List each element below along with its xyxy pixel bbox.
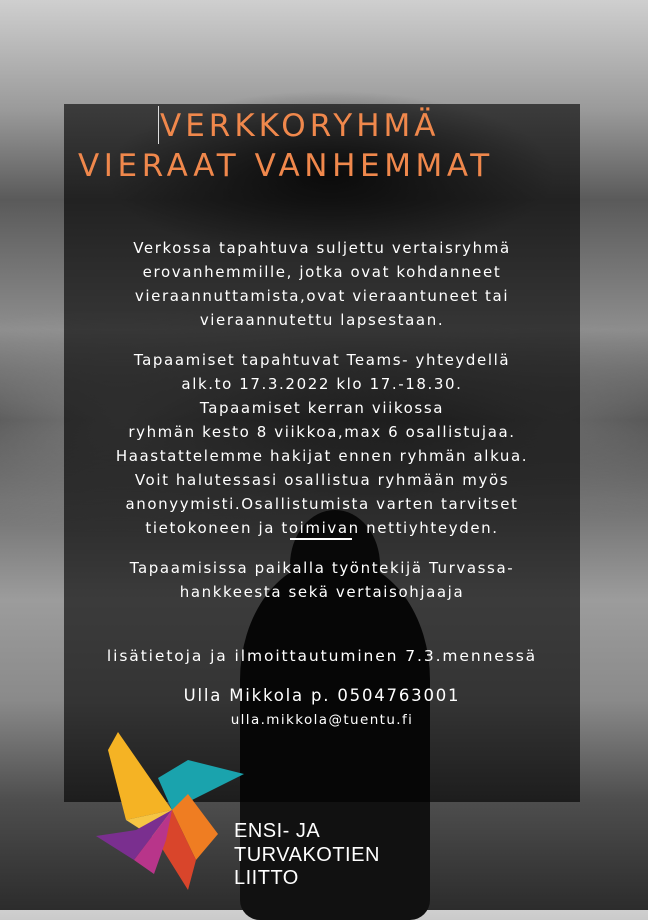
details-paragraph [64, 348, 580, 540]
details-line: Tapaamiset kerran viikossa [199, 399, 445, 417]
details-line: tietokoneen ja toimivan nettiyhteyden. [145, 519, 499, 537]
details-line: alk.to 17.3.2022 klo 17.-18.30. [181, 375, 463, 393]
contact-email[interactable]: ulla.mikkola@tuentu.fi [230, 712, 414, 728]
section-divider [290, 538, 352, 540]
registration-info: lisätietoja ja ilmoittautuminen 7.3.mennessä [106, 647, 538, 665]
text-cursor [158, 106, 159, 144]
contact-person-phone: Ulla Mikkola p. 0504763001 [183, 686, 461, 705]
intro-line: vieraannuttamista,ovat vieraantuneet tai [134, 287, 510, 305]
title-line-2: VIERAAT VANHEMMAT [78, 148, 494, 184]
details-line: Haastattelemme hakijat ennen ryhmän alkua. [115, 447, 529, 465]
intro-line: vieraannutettu lapsestaan. [199, 311, 445, 329]
intro-line: Verkossa tapahtuva suljettu vertaisryhmä [133, 239, 511, 257]
logo-text-line: TURVAKOTIEN [234, 843, 380, 866]
intro-line: erovanhemmille, jotka ovat kohdanneet [142, 263, 502, 281]
details-line: ryhmän kesto 8 viikkoa,max 6 osallistujaa. [128, 423, 516, 441]
pinwheel-teal-blade [158, 760, 244, 810]
staff-paragraph [64, 556, 580, 604]
logo-text-line: LIITTO [234, 867, 299, 889]
intro-paragraph [64, 236, 580, 332]
details-line: Voit halutessasi osallistua ryhmään myös [134, 471, 510, 489]
staff-line: Tapaamisissa paikalla työntekijä Turvassa- [129, 559, 515, 577]
pinwheel-logo-icon [96, 722, 251, 892]
details-line: anonyymisti.Osallistumista varten tarvitset [125, 495, 519, 513]
title-line-1: VERKKORYHMÄ [160, 108, 440, 144]
logo-text-line: ENSI- JA [234, 820, 321, 842]
details-line: Tapaamiset tapahtuvat Teams- yhteydellä [133, 351, 511, 369]
staff-line: hankkeesta sekä vertaisohjaaja [179, 583, 465, 601]
organization-logo-text [234, 820, 380, 891]
